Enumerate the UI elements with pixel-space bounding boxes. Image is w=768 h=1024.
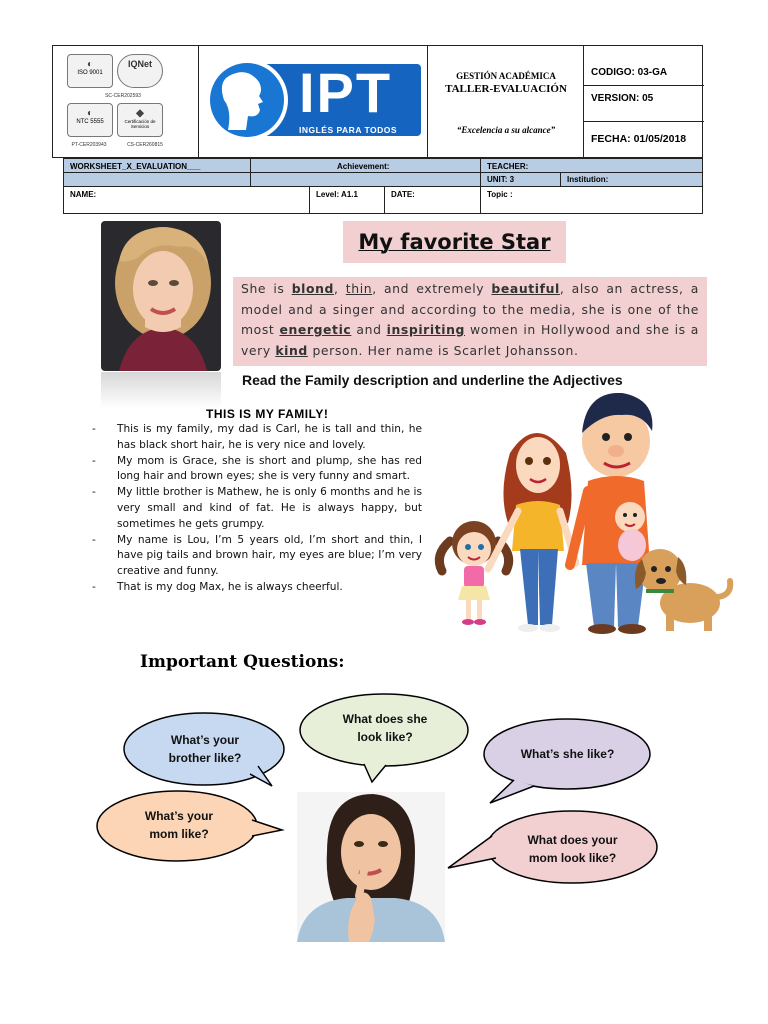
blank-cell	[64, 173, 251, 186]
version-label: VERSION: 05	[584, 86, 704, 122]
logo-cell	[199, 46, 428, 157]
unit-label: UNIT: 3	[481, 173, 561, 186]
thinking-woman-photo	[297, 792, 445, 942]
list-item: - This is my family, my dad is Carl, he is tall and thin, he has black short hair, he is very nice and lovely.	[92, 422, 422, 454]
iso-9001-seal: ◐ ISO 9001	[67, 54, 113, 88]
adjective-inspiriting: inspiriting	[386, 322, 465, 337]
adjective-beautiful: beautiful	[491, 281, 560, 296]
info-row-2	[63, 173, 703, 187]
star-description: She is blond, thin, and extremely beautiful, also an actress, a model and a singer and according to the media, she is one of the most energetic and inspiriting women in Hollywood and she is a very kind person. Her name is Scarlet Johansson.	[233, 277, 707, 366]
mom-figure	[488, 433, 576, 632]
question-mom-look: What does your mom look like?	[527, 833, 618, 865]
teacher-field[interactable]: TEACHER:	[487, 162, 529, 171]
family-description-list	[92, 422, 422, 596]
photo-reflection	[101, 372, 221, 408]
list-item: - My mom is Grace, she is short and plump, she has red long hair and brown eyes; she is very funny and smart.	[92, 454, 422, 486]
fecha-label: FECHA: 01/05/2018	[591, 133, 687, 145]
student-info-table	[63, 158, 703, 214]
gestion-label: GESTIÓN ACADÉMICA	[456, 71, 556, 81]
celebrity-photo	[101, 221, 221, 371]
ipt-logo-subtitle: INGLÉS PARA TODOS	[299, 125, 398, 135]
iqnet-seal: IQNet	[117, 54, 163, 88]
cert-code-2: PT-CER203943	[71, 142, 107, 148]
adjective-kind: kind	[275, 342, 308, 358]
header-table	[52, 45, 703, 158]
girl-figure	[439, 521, 508, 625]
list-item: - That is my dog Max, he is always cheerful.	[92, 580, 422, 596]
ntc-5555-seal: ◐ NTC 5555	[67, 103, 113, 137]
instruction-text: Read the Family description and underline the Adjectives	[242, 372, 623, 388]
document-codes-cell	[584, 46, 704, 157]
adjective-blond: blond	[291, 281, 335, 296]
certifications-cell	[53, 46, 199, 157]
question-mom: What’s your mom like?	[144, 809, 214, 841]
adjective-energetic: energetic	[279, 322, 352, 337]
title-cell	[428, 46, 584, 157]
question-she-like: What’s she like?	[520, 747, 615, 761]
taller-label: TALLER-EVALUACIÓN	[445, 83, 567, 95]
motto-text: “Excelencia a su alcance”	[456, 125, 556, 135]
blank-cell-2	[251, 173, 481, 186]
family-title: THIS IS MY FAMILY!	[206, 407, 329, 421]
date-field[interactable]: DATE:	[385, 187, 481, 213]
worksheet-label: WORKSHEET_X_EVALUATION___	[64, 159, 251, 172]
favorite-star-title: My favorite Star	[358, 230, 551, 254]
cert-code-3: CS-CER260815	[127, 142, 163, 148]
question-she-look: What does she look like?	[342, 712, 428, 744]
name-field[interactable]: NAME:	[64, 187, 310, 213]
question-brother: What’s your brother like?	[168, 733, 242, 765]
info-row-3	[63, 187, 703, 214]
family-illustration	[428, 393, 736, 643]
institution-field[interactable]: Institution:	[567, 175, 609, 184]
ipt-logo-text: IPT	[299, 61, 393, 124]
list-item: - My little brother is Mathew, he is only 6 months and he is very small and kind of fat. He is always happy, but sometimes he gets grumpy.	[92, 485, 422, 532]
dog-figure	[635, 549, 730, 631]
service-certification-seal: ◆ Certificación de Servicios	[117, 103, 163, 137]
favorite-star-title-box	[343, 221, 566, 263]
info-row-1	[63, 158, 703, 173]
codigo-label: CODIGO: 03-GA	[584, 46, 704, 86]
list-item: - My name is Lou, I’m 5 years old, I’m short and thin, I have pig tails and brown hair, my eyes are blue; I’m very creative and funny.	[92, 533, 422, 580]
important-questions-title: Important Questions:	[140, 652, 345, 672]
adjective-thin: thin	[345, 281, 373, 296]
topic-field[interactable]: Topic :	[487, 190, 513, 199]
achievement-field[interactable]: Achievement:	[251, 159, 481, 172]
cert-code-1: SC-CER202593	[105, 93, 141, 99]
level-label: Level: A1.1	[310, 187, 385, 213]
